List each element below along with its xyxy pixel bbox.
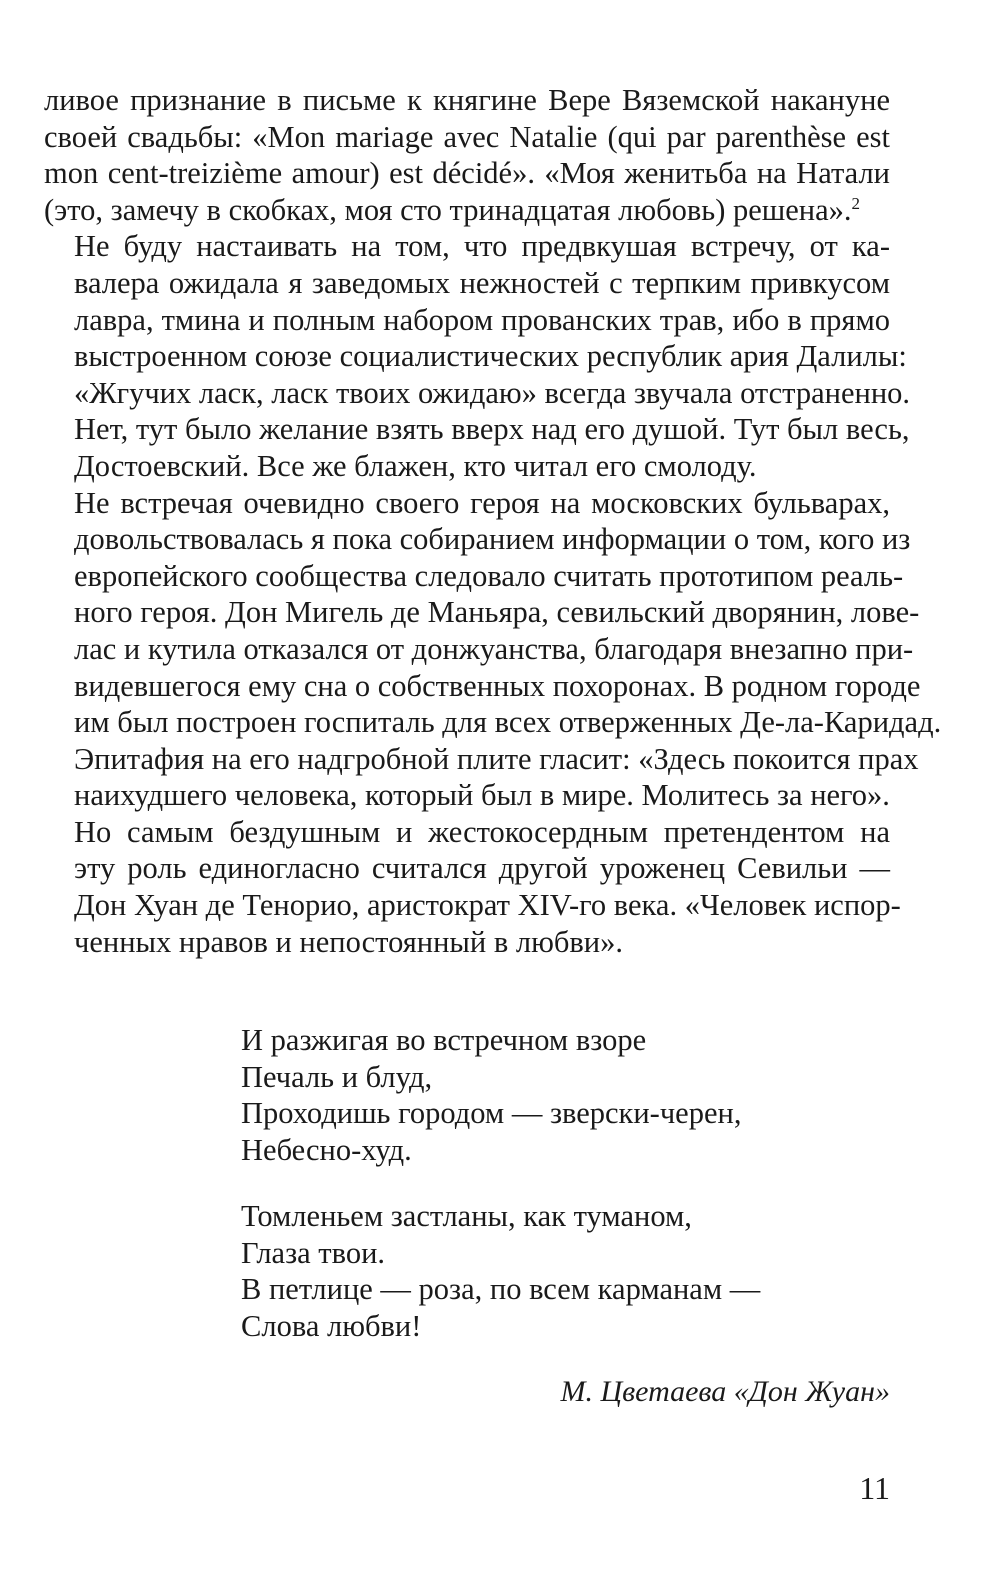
poem-line: Томленьем застланы, как туманом, [241, 1199, 692, 1233]
text-line: ного героя. Дон Мигель де Маньяра, севильский дворянин, лове- [74, 595, 920, 630]
text-line: видевшегося ему сна о собственных похоронах. В родном городе [74, 668, 921, 703]
text-line: «Жгучих ласк, ласк твоих ожидаю» всегда звучала отстраненно. [74, 375, 911, 410]
text-line: Эпитафия на его надгробной плите гласит: «Здесь покоится прах [74, 741, 919, 776]
poem-stanza-2 [241, 1198, 861, 1344]
text-line: Нет, тут было желание взять вверх над его душой. Тут был весь, [74, 412, 910, 447]
text-line: Не встречая очевидно своего героя на московских бульварах, [74, 485, 890, 520]
text-line: (это, замечу в скобках, моя сто тринадцатая любовь) решена». [44, 192, 852, 227]
paragraph-1 [44, 82, 890, 228]
page-body [44, 82, 942, 960]
text-line: своей свадьбы: «Mon mariage avec Natalie (qui par parenthèse est [44, 119, 890, 154]
poem-line: Печаль и блуд, [241, 1059, 433, 1094]
footnote-marker[interactable]: 2 [851, 193, 861, 213]
text-line: им был построен госпиталь для всех отверженных Де-ла-Каридад. [74, 705, 942, 740]
poem-attribution: М. Цветаева «Дон Жуан» [560, 1375, 890, 1408]
text-line: лас и кутила отказался от донжуанства, благодаря внезапно при- [74, 631, 914, 666]
text-line: эту роль единогласно считался другой уроженец Севильи — [74, 851, 890, 886]
page-number: 11 [859, 1470, 890, 1506]
poem-line: Слова любви! [241, 1308, 422, 1343]
poem-line: В петлице — роза, по всем карманам — [241, 1272, 761, 1307]
text-line: ливое признание в письме к княгине Вере Вяземской накануне [44, 83, 890, 117]
text-line: лавра, тмина и полным набором прованских трав, ибо в прямо [74, 302, 890, 337]
text-line: наихудшего человека, который был в мире. Молитесь за него». [74, 778, 890, 813]
text-line: mon cent-treizième amour) est décidé». «Моя женитьба на Натали [44, 156, 890, 191]
paragraph-3 [44, 485, 942, 814]
text-line: Но самым бездушным и жестокосердным претендентом на [74, 814, 890, 849]
text-line: валера ожидала я заведомых нежностей с терпким привкусом [74, 265, 890, 300]
poem-line: И разжигая во встречном взоре [241, 1023, 647, 1057]
text-line: Не буду настаивать на том, что предвкушая встречу, от ка- [74, 229, 890, 264]
text-line: Дон Хуан де Тенорио, аристократ XIV-го века. «Человек испор- [74, 888, 901, 923]
text-line: Достоевский. Все же блажен, кто читал его смолоду. [74, 448, 757, 483]
text-line: ченных нравов и непостоянный в любви». [74, 924, 623, 959]
text-line-with-footnote [44, 192, 890, 229]
poem-stanza-1 [241, 1022, 861, 1168]
poem-line: Проходишь городом — зверски-черен, [241, 1096, 742, 1131]
text-line: довольствовалась я пока собиранием информации о том, кого из [74, 522, 911, 557]
poem-line: Глаза твои. [241, 1235, 386, 1270]
paragraph-4 [44, 814, 901, 960]
paragraph-2 [44, 228, 911, 484]
text-line: европейского сообщества следовало считать прототипом реаль- [74, 558, 904, 593]
poem-line: Небесно-худ. [241, 1132, 412, 1167]
text-line: выстроенном союзе социалистических республик ария Далилы: [74, 339, 907, 374]
